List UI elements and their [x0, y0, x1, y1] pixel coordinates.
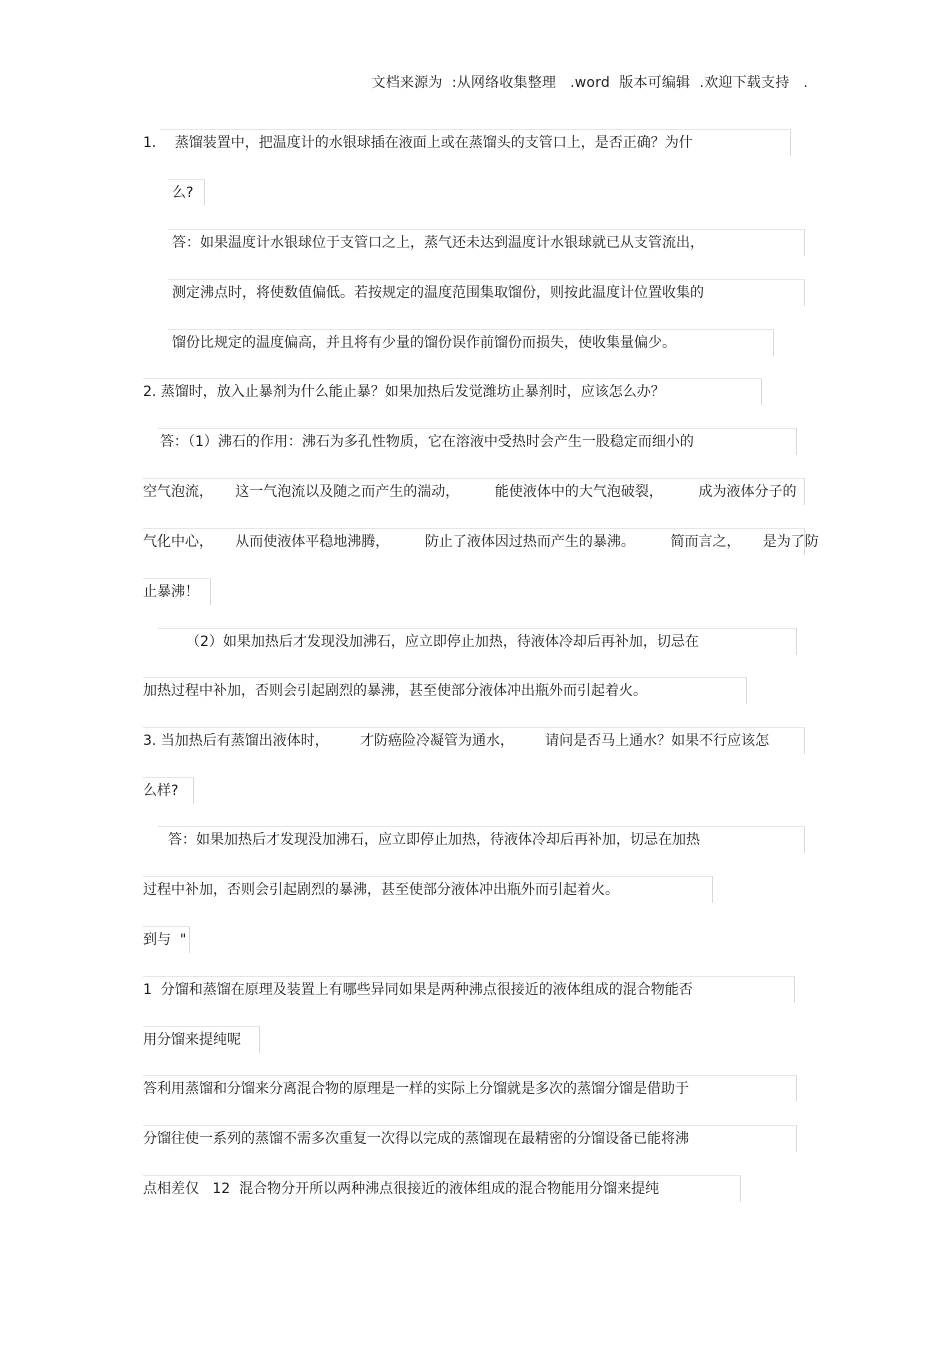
- answer-4-line-2: 分馏往使一系列的蒸馏不需多次重复一次得以完成的蒸馏现在最精密的分馏设备已能将沸: [143, 1131, 689, 1147]
- answer-4-line-1: 答利用蒸馏和分馏来分离混合物的原理是一样的实际上分馏就是多次的蒸馏分馏是借助于: [143, 1081, 689, 1097]
- answer-2-line-3: 气化中心， 从而使液体平稳地沸腾， 防止了液体因过热而产生的暴沸。 简而言之， 是为了防: [143, 534, 819, 550]
- answer-1-line-1: 答：如果温度计水银球位于支管口之上，蒸气还未达到温度计水银球就已从支管流出，: [172, 235, 704, 251]
- question-4-line-1: 1 分馏和蒸馏在原理及装置上有哪些异同如果是两种沸点很接近的液体组成的混合物能否: [143, 982, 693, 998]
- answer-1-line-3: 馏份比规定的温度偏高，并且将有少量的馏份误作前馏份而损失，使收集量偏少。: [172, 335, 676, 351]
- page-header: 文档来源为 :从网络收集整理 .word 版本可编辑 .欢迎下载支持 .: [371, 75, 808, 91]
- question-1-line-2: 么?: [172, 185, 194, 201]
- answer-2-line-5: （2）如果加热后才发现没加沸石，应立即停止加热，待液体冷却后再补加，切忌在: [186, 634, 699, 650]
- answer-3-line-2: 过程中补加，否则会引起剧烈的暴沸，甚至使部分液体冲出瓶外而引起着火。: [143, 882, 619, 898]
- question-3-line-1: 3. 当加热后有蒸馏出液体时， 才防癌险冷凝管为通水， 请问是否马上通水？如果不行应该怎: [143, 733, 770, 749]
- question-2-line-1: 2. 蒸馏时，放入止暴剂为什么能止暴？如果加热后发觉潍坊止暴剂时，应该怎么办？: [143, 384, 665, 400]
- question-4-line-2: 用分馏来提纯呢: [143, 1032, 241, 1048]
- section-divider-text: 到与 ": [143, 932, 187, 948]
- question-3-line-2: 么样?: [143, 783, 179, 799]
- answer-2-line-1: 答：（1）沸石的作用：沸石为多孔性物质，它在溶液中受热时会产生一股稳定而细小的: [160, 434, 694, 450]
- answer-2-line-2: 空气泡流， 这一气泡流以及随之而产生的湍动， 能使液体中的大气泡破裂， 成为液体分子的: [143, 484, 797, 500]
- question-1-line-1: 1． 蒸馏装置中，把温度计的水银球插在液面上或在蒸馏头的支管口上，是否正确？为什: [143, 135, 693, 151]
- answer-1-line-2: 测定沸点时，将使数值偏低。若按规定的温度范围集取馏份，则按此温度计位置收集的: [172, 285, 704, 301]
- answer-4-line-3: 点相差仅 12 混合物分开所以两种沸点很接近的液体组成的混合物能用分馏来提纯: [143, 1181, 660, 1197]
- answer-2-line-4: 止暴沸！: [143, 584, 199, 600]
- answer-3-line-1: 答：如果加热后才发现没加沸石，应立即停止加热，待液体冷却后再补加，切忌在加热: [168, 832, 700, 848]
- answer-2-line-6: 加热过程中补加，否则会引起剧烈的暴沸，甚至使部分液体冲出瓶外而引起着火。: [143, 683, 647, 699]
